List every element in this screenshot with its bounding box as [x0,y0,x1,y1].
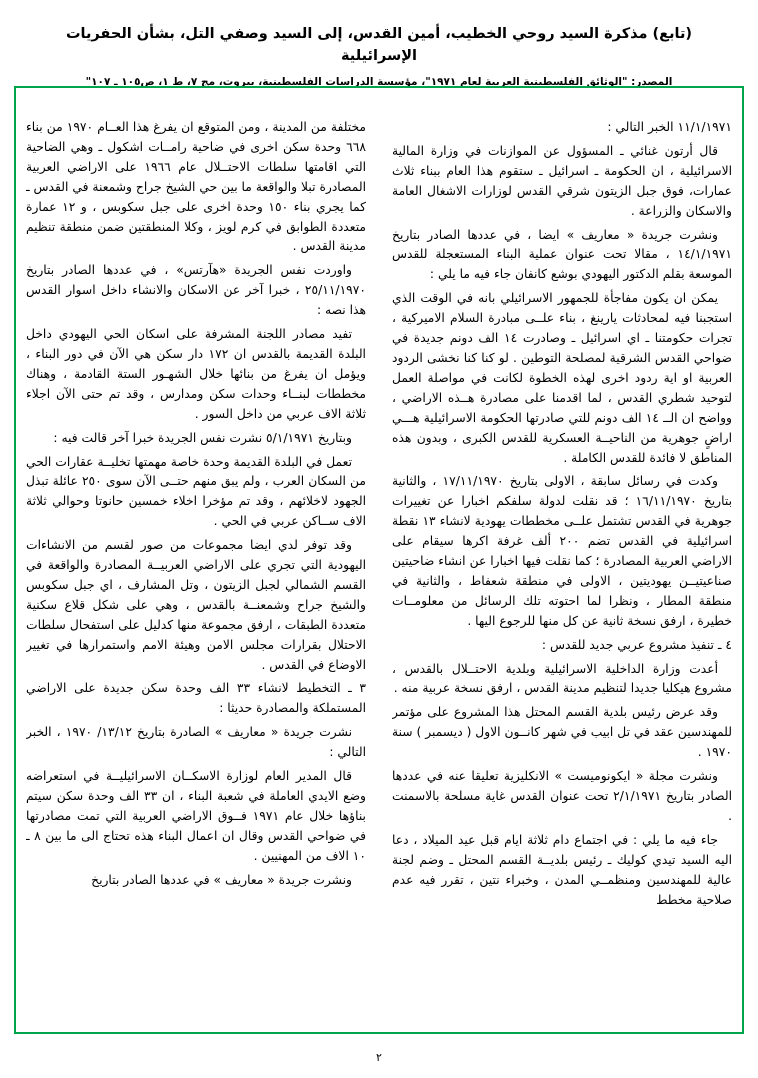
column-right [392,96,732,1024]
paragraph: ونشرت جريدة « معاريف » ايضا ، في عددها الصادر بتاريخ ١٤/١/١٩٧١ ، مقالا تحت عنوان عملية البناء المستعجلة للقدس الموسعة بقلم الدكتور اليهودي بوشع كانفان جاء فيه ما يلي : [392,227,732,282]
paragraph: نشرت جريدة « معاريف » الصادرة بتاريخ ١٣/١٢/ ١٩٧٠ ، الخبر التالي : [26,725,366,760]
paragraph: تفيد مصادر اللجنة المشرفة على اسكان الحي اليهودي داخل البلدة القديمة بالقدس ان ١٧٢ دار سكن هي الآن في دور البناء ، ويؤمل ان يفرغ من بنائها خلال الشهـور الستة القادمة ، وهناك مخططات لبنــاء وحدات سكن ومدارس ، وقد تم حتى الآن اجلاء ثلاثة الاف عربي من داخل السور . [26,327,366,421]
paragraph: وقد توفر لدي ايضا مجموعات من صور لقسم من الانشاءات اليهودية التي تجري على الاراضي العربيــة المصادرة والواقعة في القسم الشمالي لجبل الزيتون ، وتل المشارف ، اي جبل سكوبس والشيخ جراح وشمعنــة بالقدس ، وهي على شكل قلاع سكنية متعددة الطبقات ، ارفق مجموعة منها كدليل على استفحال سلطات الاحتلال بقرارات مجلس الامن وهيئة الامم واستمرارها في تغيير الاوضاع في القدس . [26,538,366,672]
paragraph: وبتاريخ ٥/١/١٩٧١ نشرت نفس الجريدة خبرا آخر قالت فيه : [53,430,352,445]
document-header [14,24,744,90]
paragraph: ونشرت مجلة « ايكونوميست » الانكليزية تعليقا عنه في عددها الصادر بتاريخ ٢/١/١٩٧١ تحت عنوان القدس غاية مسلحة بالاسمنت . [392,769,732,823]
paragraph: تعمل في البلدة القديمة وحدة خاصة مهمتها تخليــة عقارات الحي من السكان العرب ، ولم يبق منهم حتــى الآن سوى ٢٥٠ عائلة تبذل الجهود لاخلائهم ، وقد تم مؤخرا اخلاء خمسين حانوتا وحوالي ثلاثة الاف ســاكن عربي في الحي . [26,454,366,529]
page-title: (تابع) مذكرة السيد روحي الخطيب، أمين القدس، إلى السيد وصفي التل، بشأن الحفريات الإسرائيلية [65,26,693,64]
paragraph: وقد عرض رئيس بلدية القسم المحتل هذا المشروع على مؤتمر للمهندسين عقد في تل ابيب في شهر كانــون الاول ( ديسمبر ) سنة ١٩٧٠ . [392,705,732,760]
paragraph: ١١/١/١٩٧١ الخبر التالي : [607,120,732,134]
paragraph: واوردت نفس الجريدة «هآرتس» ، في عددها الصادر بتاريخ ٢٥/١١/١٩٧٠ ، خبرا آخر عن الاسكان والانشاء داخل اسوار القدس هذا نصه : [26,263,366,318]
paragraph: ٤ ـ تنفيذ مشروع عربي جديد للقدس : [541,637,732,652]
text-columns [26,96,732,1024]
paragraph: مختلفة من المدينة ، ومن المتوقع ان يفرغ هذا العــام ١٩٧٠ من بناء ٦٦٨ وحدة سكن اخرى في ضاحية رامــات اشكول ـ وهي الضاحية التي اقامتها سلطات الاحتــلال عام ١٩٦٦ على الاراضي العربية المصادرة تبلا والواقعة ما بين حي الشيخ جراح وشمعنة في القدس ـ كما يجري بناء ١٥٠ وحدة اخرى على جبل سكوبس ، و ١٢ عمارة متعددة الطوابق في كرم لويز ، وكلا المنطقتين ضمن منطقة تنظيم مدينة القدس . [26,120,366,254]
paragraph: وكدت في رسائل سابقة ، الاولى بتاريخ ١٧/١١/١٩٧٠ ، والثانية بتاريخ ١٦/١١/١٩٧٠ ؛ قد نقلت لدولة سلفكم اخبارا عن تغييرات جوهرية في القدس تشتمل علــى مخططات يهودية لانشاء ١٣ نقطة اسرائيلية في القدس تضم ٢٠٠ ألف غرفة اكرها سيقام على الاراضي العربية المصادرة ؛ كما نقلت فيها اخبارا عن انشاء ضاحيتين صناعيتيــن يهوديتين ، الاولى في منطقة شعفاط ، والثانية في منطقة المطار ، ونظرا لما احتوته تلك الرسائل من معلومــات خطيرة ، ارفق نسخة ثانية عن كل منها للرجوع اليها . [392,474,732,628]
paragraph: ٣ ـ التخطيط لانشاء ٣٣ الف وحدة سكن جديدة على الاراضي المستملكة والمصادرة حديثا : [26,681,366,716]
paragraph: قال أرتون غنائي ـ المسؤول عن الموازنات في وزارة المالية الاسرائيلية ، ان الحكومة ـ اسرائيل ـ ستقوم هذا العام ببناء ثلاث عمارات، فوق جبل الزيتون شرقي القدس لوزارات الاشغال العامة والاسكان والزراعة . [392,143,732,218]
document-source: المصدر: "الوثائق الفلسطينية العربية لعام ١٩٧١"، مؤسسة الدراسات الفلسطينية، بيروت، مج ٧، ط ١، ص١٠٥ ـ ١٠٧" [85,75,673,88]
paragraph: قال المدير العام لوزارة الاسكــان الاسرائيليــة في استعراضه وضع الايدي العاملة في شعبة البناء ، ان ٣٣ الف وحدة سكن سيتم بناؤها خلال عام ١٩٧١ فــوق الاراضي العربية التي تمت مصادرتها في ضواحي القدس وقال ان اعمال البناء هذه تحتاج الى ما بين ٨ ـ ١٠ الاف من المهنيين . [26,769,366,863]
page-number: ٢ [376,1051,382,1064]
paragraph: أعدت وزارة الداخلية الاسرائيلية وبلدية الاحتــلال بالقدس ، مشروع هيكليا جديدا لتنظيم مدينة القدس ، ارفق نسخة عربية منه . [392,661,732,696]
column-left [26,96,366,1024]
paragraph: جاء فيه ما يلي : في اجتماع دام ثلاثة ايام قبل عيد الميلاد ، دعا اليه السيد تيدي كوليك ـ رئيس بلديــة القسم المحتل ـ وضم لجنة عالية للمهندسين ومنظمــي المدن ، وخبراء نتين ، تقرر فيه عدم صلاحية مخطط [392,832,732,907]
paragraph: ونشرت جريدة « معاريف » في عددها الصادر بتاريخ [91,872,352,887]
paragraph: يمكن ان يكون مفاجأة للجمهور الاسرائيلي بانه في الوقت الذي استجبنا فيه لمحادثات يارينغ ، بناء علــى مبادرة السلام الاميركية ، تجرات حكومتنا ـ اي اسرائيل ـ وصادرت ١٤ الف دونم جديدة في ضواحي القدس الشرقية لمصلحة التوطين . لو كنا كنا نخشى الردود العربية او اية ردود اخرى لهذه الخطوة لكانت في مواصلة العمل لتوحيد شطري القدس ، لما اقدمنا على مصادرة هــذه الاراضي ، وواضح ان الــ ١٤ الف دونم للتي صادرتها الحكومة الاسرائيلية هـــي اراضٍ جوهرية من الناحيــة العسكرية للقدس الكبرى ، وبدون هذه المناطق لا فائدة للقدس الكاملة . [392,291,732,465]
